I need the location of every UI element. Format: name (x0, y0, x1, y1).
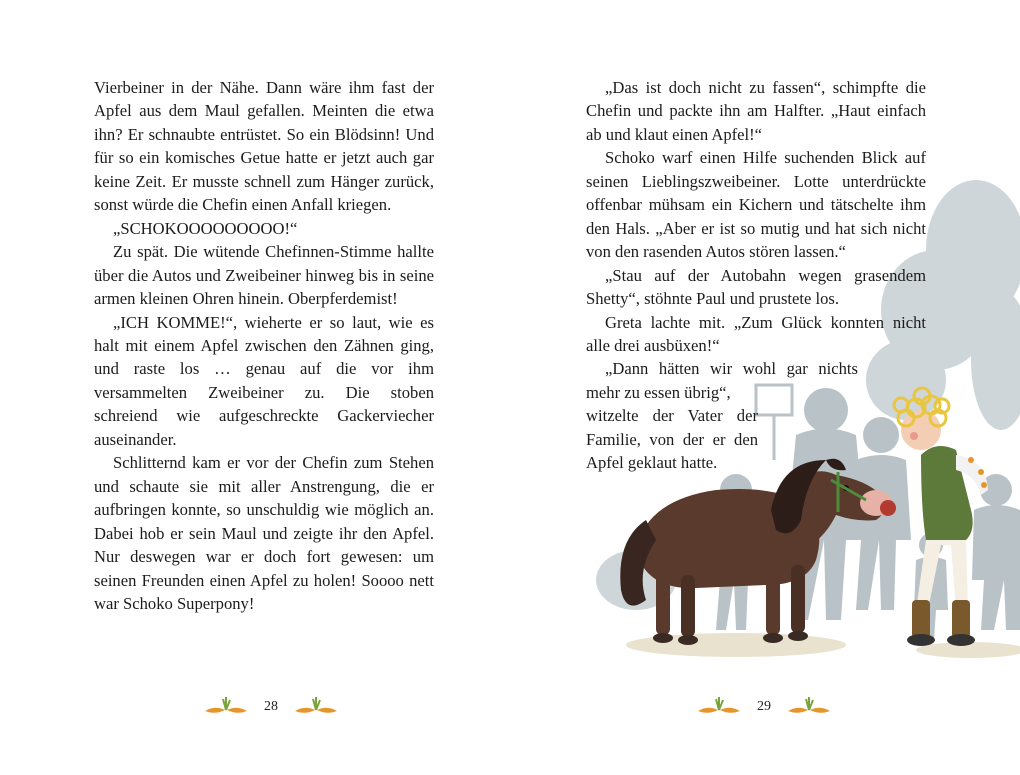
carrot-icon (203, 695, 249, 719)
carrot-icon (696, 695, 742, 719)
right-page-text (586, 76, 926, 475)
carrot-icon (293, 695, 339, 719)
paragraph: witzelte der Vater der Familie, von der er den Apfel geklaut hatte. (586, 406, 758, 473)
paragraph: Vierbeiner in der Nähe. Dann wäre ihm fast der Apfel aus dem Maul gefallen. Meinten die etwa ihn? Er schnaubte entrüstet. So ein Blödsinn! Und für so ein komisches Getue hatte er jetzt auch gar keine Zeit. Er musste schnell zum Hänger zurück, sonst würde die Chefin einen Anfall kriegen. (94, 78, 434, 215)
paragraph: „SCHOKOOOOOOOOO!“ (113, 218, 298, 238)
paragraph: Greta lachte mit. „Zum Glück konnten nicht alle drei ausbüxen!“ (586, 312, 926, 355)
paragraph: „Das ist doch nicht zu fassen“, schimpfte die Chefin und packte ihn am Halfter. „Haut einfach ab und klaut einen Apfel!“ (586, 78, 926, 144)
left-page-text (94, 76, 434, 615)
paragraph: Zu spät. Die wütende Chefinnen-Stimme hallte über die Autos und Zweibeiner hinweg bis in seine armen kleinen Ohren hinein. Oberpferdemist! (94, 242, 434, 309)
page-number: 28 (264, 699, 278, 714)
paragraph: „ICH KOMME!“, wieherte er so laut, wie es halt mit einem Apfel zwischen den Zähnen ging, und raste los … genau auf die vor ihm versammelten Zweibeiner zu. Die stoben schreiend wie aufgeschreckte Gackerviecher auseinander. (94, 312, 434, 449)
paragraph: „Stau auf der Autobahn wegen grasendem Shetty“, stöhnte Paul und prustete los. (586, 265, 926, 309)
paragraph: „Dann hätten wir wohl gar nichts mehr zu essen übrig“, (586, 359, 858, 402)
page-footer (696, 693, 832, 721)
paragraph: Schoko warf einen Hilfe suchenden Blick auf seinen Lieblingszweibeiner. Lotte unterdrückte offenbar mühsam ein Kichern und tätschelte ihm den Hals. „Aber er ist so mutig und hat sich nicht von den rasenden Autos stören lassen.“ (586, 148, 926, 262)
carrot-icon (786, 695, 832, 719)
page-number: 29 (757, 699, 771, 714)
right-page (510, 0, 1020, 775)
paragraph: Schlitternd kam er vor der Chefin zum Stehen und schaute sie mit aller Anstrengung, die er aufbringen konnte, so unschuldig wie möglich an. Dabei hob er sein Maul und zeigte ihr den Apfel. Nur deswegen war er doch fort gewesen: um seinen Freunden einen Apfel zu holen! Soooo nett war Schoko Superpony! (94, 453, 434, 613)
page-footer (203, 693, 339, 721)
